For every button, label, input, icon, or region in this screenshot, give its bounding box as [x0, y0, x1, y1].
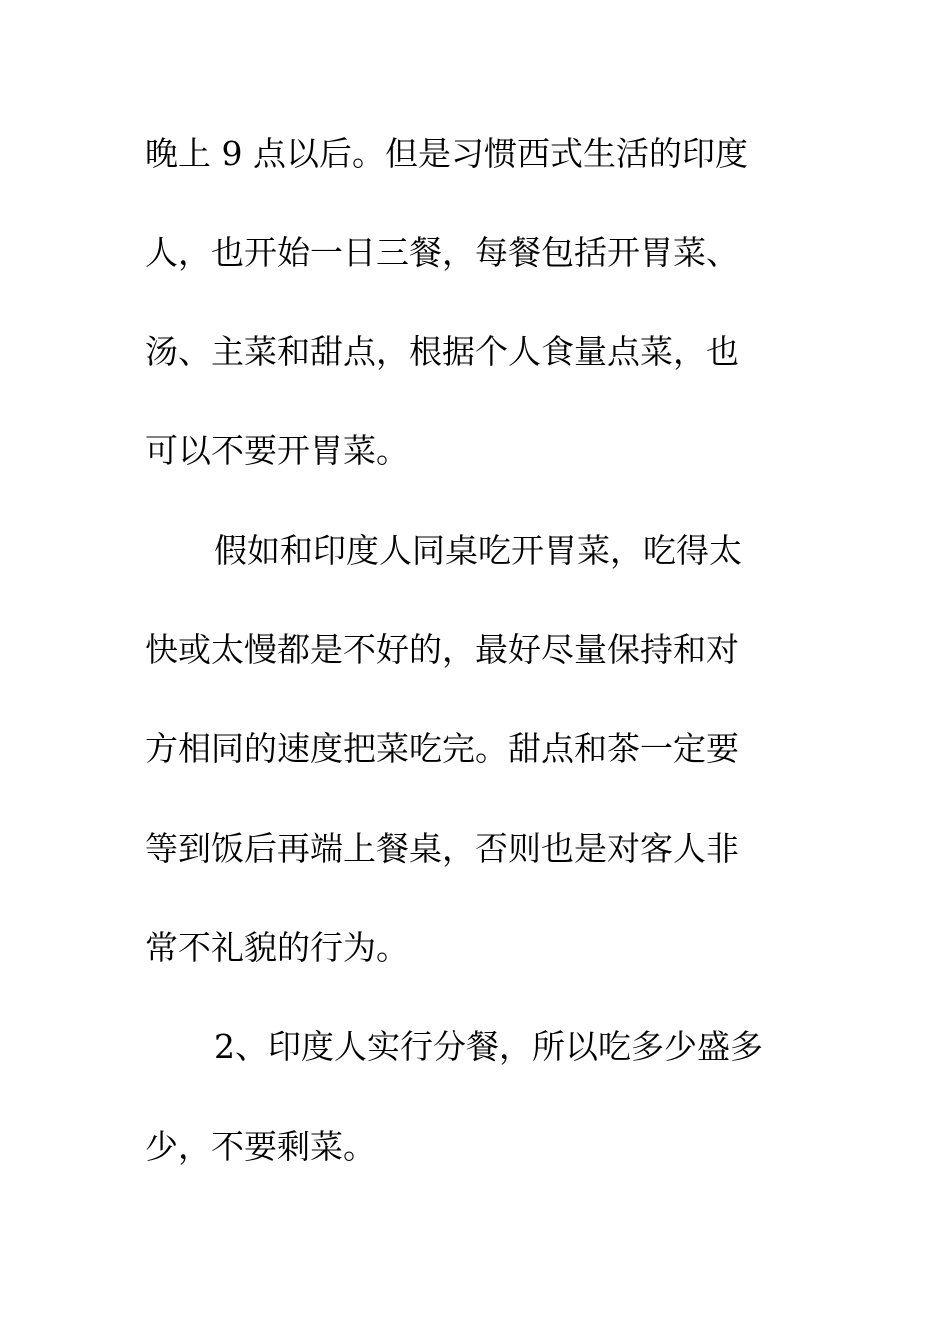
text-line-3: 汤、主菜和甜点，根据个人食量点菜，也: [145, 332, 739, 371]
text-line-4: 可以不要开胃菜。: [145, 431, 409, 470]
text-line-8: 等到饭后再端上餐桌，否则也是对客人非: [145, 829, 739, 868]
text-line-7: 方相同的速度把菜吃完。甜点和茶一定要: [145, 729, 739, 768]
text-line-2: 人，也开始一日三餐，每餐包括开胃菜、: [145, 233, 739, 272]
text-line-5: 假如和印度人同桌吃开胃菜，吃得太: [214, 531, 742, 570]
text-line-1: 晚上 9 点以后。但是习惯西式生活的印度: [145, 134, 748, 173]
text-line-9: 常不礼貌的行为。: [145, 928, 409, 967]
text-line-6: 快或太慢都是不好的，最好尽量保持和对: [145, 630, 739, 669]
text-line-10: 2、印度人实行分餐，所以吃多少盛多: [214, 1027, 763, 1066]
text-line-11: 少，不要剩菜。: [145, 1127, 376, 1166]
